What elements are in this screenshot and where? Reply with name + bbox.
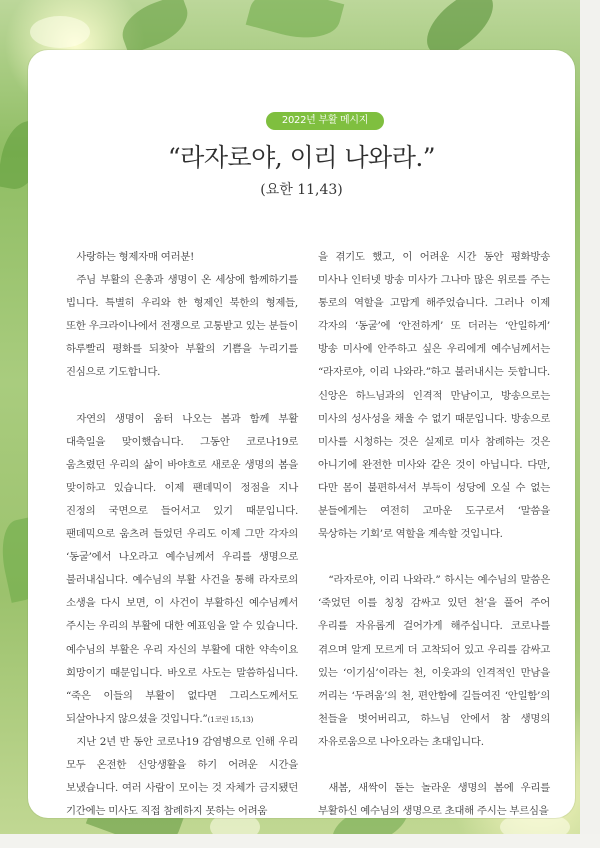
citation: (1코린 15,13) — [207, 714, 254, 724]
body-paragraph: 주님 부활의 은총과 생명이 온 세상에 함께하기를 빕니다. 특별히 우리와 한 형제인 북한의 형제들, 또한 우크라이나에서 전쟁으로 고통받고 있는 분들이 하루빨리 평화를 되찾아 부활의 기쁨을 누리기를 진심으로 기도합니다. — [66, 274, 298, 379]
leaf-decoration — [115, 0, 194, 55]
greeting-paragraph: 사랑하는 형제자매 여러분! — [76, 251, 195, 263]
body-paragraph: “라자로야, 이리 나와라.” 하시는 예수님의 말씀은 ‘죽었던 이를 칭칭 감싸고 있던 천’을 풀어 주어 우리를 자유롭게 걸어가게 해주십니다. 코로나를 겪으며 알게 모르게 더 고착되어 있고 우리를 감싸고 있는 ‘이기심’이라는 천, 이웃과의 인격적인 만남을 꺼리는 ‘두려움’의 천, 편안함에 길들여진 ‘안일함’의 천들을 벗어버리고, 하느님 안에서 참 생명의 자유로움으로 나아오라는 초대입니다. — [318, 574, 550, 748]
body-paragraph: 지난 2년 반 동안 코로나19 감염병으로 인해 우리 모두 온전한 신앙생활을 하기 어려운 시간을 보냈습니다. 여러 사람이 모이는 것 자체가 금지됐던 기간에는 미사도 직접 참례하지 못하는 어려움 — [66, 735, 298, 818]
light-bokeh — [30, 16, 90, 48]
scan-strip — [0, 834, 600, 848]
leaf-decoration — [246, 0, 345, 48]
right-column — [318, 246, 550, 823]
body-paragraph-text: 자연의 생명이 움터 나오는 봄과 함께 부활 대축일을 맞이했습니다. 그동안 코로나19로 움츠렸던 우리의 삶이 바야흐로 새로운 생명의 봄을 맞이하고 있습니다. 이제 팬데믹이 정점을 지나 진정의 국면으로 들어서고 있기 때문입니다. 팬데믹으로 움츠려 들었던 우리도 이제 그만 각자의 ‘동굴’에서 나오라고 예수님께서 우리를 생명으로 불러내십니다. 예수님의 부활 사건을 통해 라자로의 소생을 다시 보면, 이 사건이 부활하신 예수님께서 주시는 우리의 부활에 대한 예표임을 알 수 있습니다. 예수님의 부활은 우리 자신의 부활에 대한 약속이요 희망이기 때문입니다. 바오로 사도는 말씀하십니다. “죽은 이들의 부활이 없다면 그리스도께서도 되살아나지 않으셨을 것입니다.” — [66, 412, 298, 725]
left-column — [66, 246, 298, 823]
page-edge — [580, 0, 600, 848]
body-paragraph: 새봄, 새싹이 돋는 놀라운 생명의 봄에 우리를 부활하신 예수님의 생명으로 초대해 주시는 부르심을 — [318, 781, 550, 818]
body-paragraph — [66, 408, 298, 731]
body-paragraph: 을 겪기도 했고, 이 어려운 시간 동안 평화방송 미사나 인터넷 방송 미사가 그나마 많은 위로를 주는 통로의 역할을 고맙게 해주었습니다. 그러나 이제 각자의 ‘동굴’에 ‘안전하게’ 또 더러는 ‘안일하게’ 방송 미사에 안주하고 싶은 우리에게 예수님께서는 “라자로야, 이리 나와라.”하고 불러내시는 듯합니다. 신앙은 하느님과의 인격적 만남이고, 방송으로는 미사의 성사성을 채울 수 없기 때문입니다. 방송으로 미사를 시청하는 것은 실제로 미사 참례하는 것은 아니기에 완전한 미사와 같은 것이 아닙니다. 다만, 다만 몸이 불편하셔서 부득이 성당에 오실 수 없는 분들에게는 여전히 고마운 도구로서 ‘말씀을 묵상하는 기회’로 역할을 계속할 것입니다. — [318, 251, 550, 541]
scripture-reference: (요한 11,43) — [260, 182, 343, 198]
message-badge: 2022년 부활 메시지 — [266, 112, 384, 130]
page-title: “라자로야, 이리 나와라.” — [167, 143, 436, 172]
